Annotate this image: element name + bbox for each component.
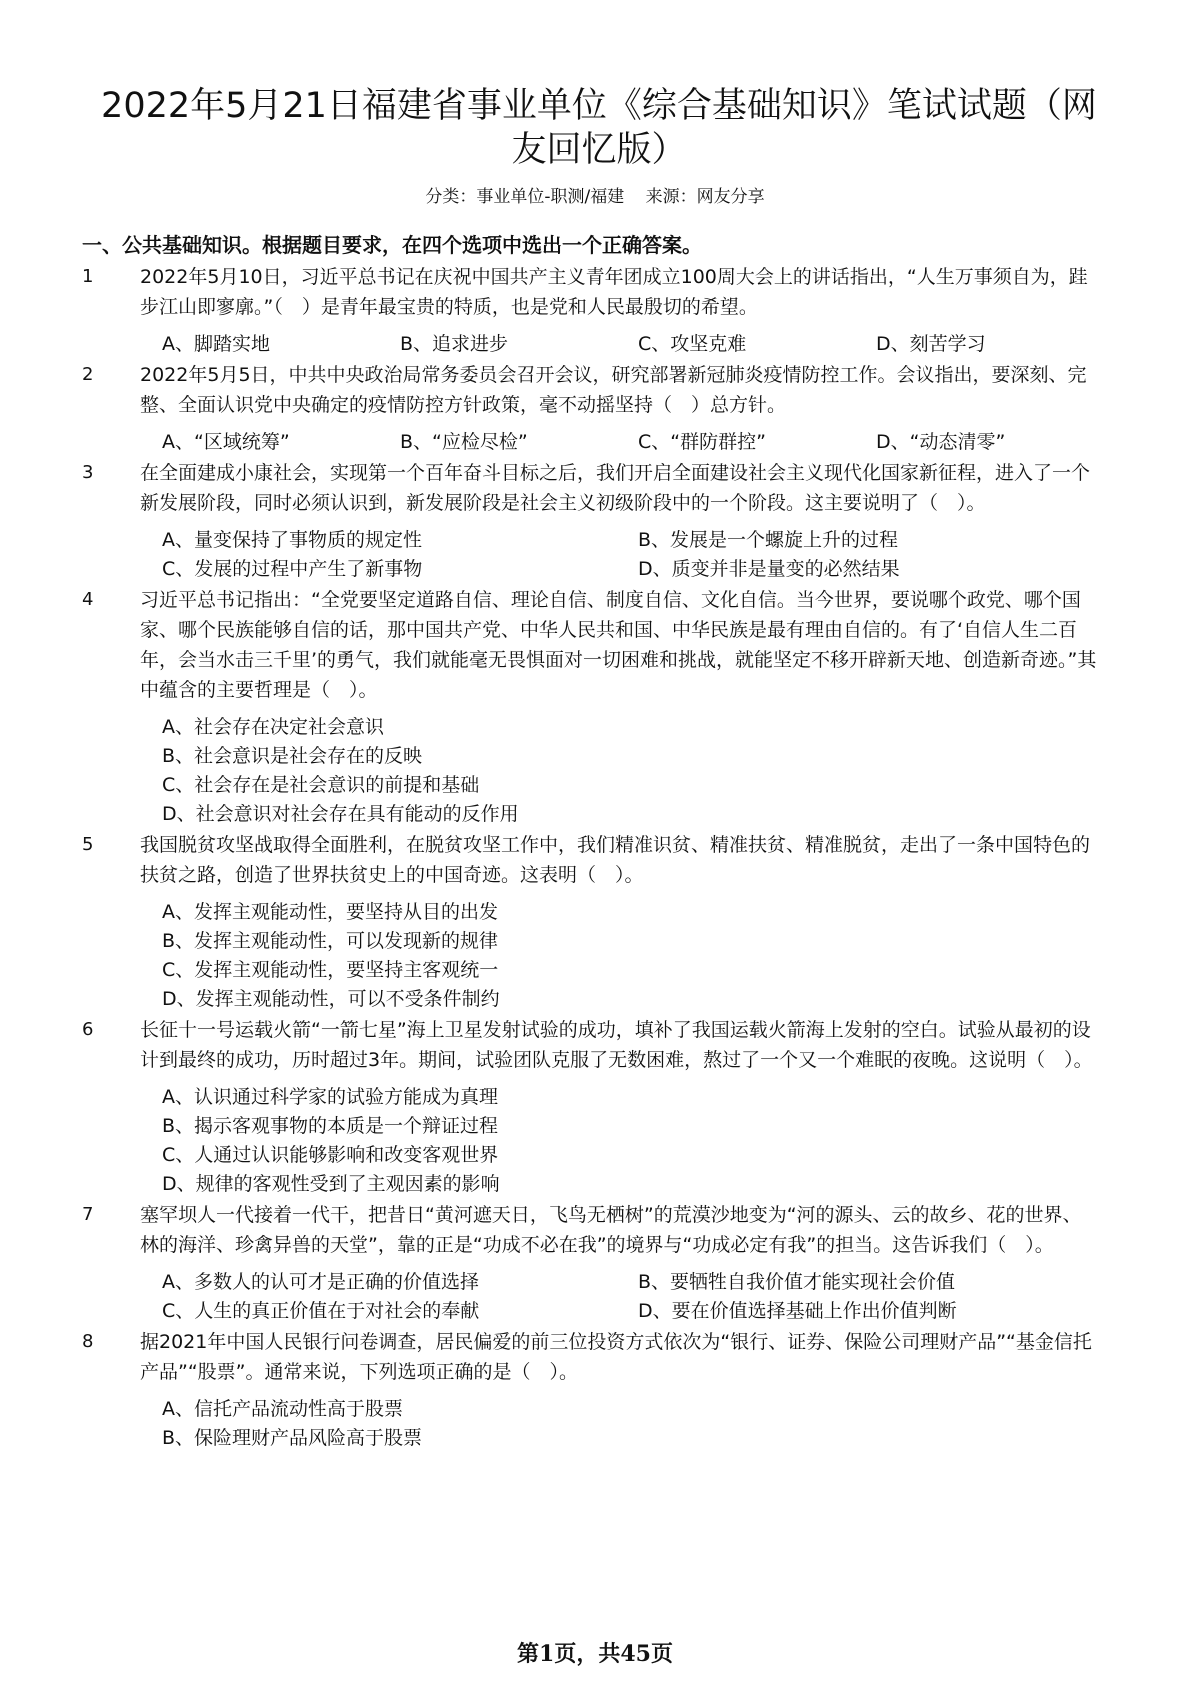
source-label: 来源：网友分享	[645, 187, 765, 207]
answer-option: A、社会存在决定社会意识	[162, 716, 384, 738]
question-item	[82, 585, 1122, 829]
question-number: 4	[82, 589, 94, 610]
option-group	[162, 526, 1122, 584]
answer-option: A、认识通过科学家的试验方能成为真理	[162, 1086, 498, 1108]
option-group	[162, 1395, 1122, 1453]
answer-option: B、社会意识是社会存在的反映	[162, 745, 423, 767]
answer-option: A、信托产品流动性高于股票	[162, 1398, 403, 1420]
document-title: 2022年5月21日福建省事业单位《综合基础知识》笔试试题（网友回忆版）	[101, 86, 1097, 170]
question-stem: 据2021年中国人民银行问卷调查，居民偏爱的前三位投资方式依次为“银行、证券、保险公司理财产品”“基金信托产品”“股票”。通常来说，下列选项正确的是（ ）。	[140, 1331, 1092, 1383]
question-number: 6	[82, 1019, 94, 1040]
answer-option: C、“群防群控”	[638, 431, 766, 453]
question-list	[82, 262, 1122, 1454]
answer-option: D、社会意识对社会存在具有能动的反作用	[162, 803, 519, 825]
question-stem: 长征十一号运载火箭“一箭七星”海上卫星发射试验的成功，填补了我国运载火箭海上发射的空白。试验从最初的设计到最终的成功，历时超过3年。期间，试验团队克服了无数困难，熬过了一个又一个难眠的夜晚。这说明（ ）。	[140, 1019, 1093, 1071]
section-heading: 一、公共基础知识。根据题目要求，在四个选项中选出一个正确答案。	[82, 233, 702, 257]
question-number: 7	[82, 1204, 94, 1225]
question-number: 5	[82, 834, 94, 855]
answer-option: C、人生的真正价值在于对社会的奉献	[162, 1300, 480, 1322]
answer-option: B、“应检尽检”	[400, 431, 528, 453]
answer-option: A、发挥主观能动性，要坚持从目的出发	[162, 901, 498, 923]
question-item	[82, 830, 1122, 1014]
answer-option: B、揭示客观事物的本质是一个辩证过程	[162, 1115, 499, 1137]
answer-option: C、社会存在是社会意识的前提和基础	[162, 774, 480, 796]
answer-option: D、要在价值选择基础上作出价值判断	[638, 1300, 957, 1322]
question-item	[82, 1015, 1122, 1199]
question-stem: 在全面建成小康社会，实现第一个百年奋斗目标之后，我们开启全面建设社会主义现代化国家新征程，进入了一个新发展阶段，同时必须认识到，新发展阶段是社会主义初级阶段中的一个阶段。这主要说明了（ ）。	[140, 462, 1091, 514]
answer-option: D、刻苦学习	[876, 333, 986, 355]
option-group	[162, 428, 1122, 457]
option-group	[162, 898, 1122, 1014]
question-number: 3	[82, 462, 94, 483]
answer-option: D、规律的客观性受到了主观因素的影响	[162, 1173, 500, 1195]
answer-option: B、发挥主观能动性，可以发现新的规律	[162, 930, 499, 952]
question-item	[82, 1200, 1122, 1326]
answer-option: D、发挥主观能动性，可以不受条件制约	[162, 988, 500, 1010]
option-group	[162, 713, 1122, 829]
question-item	[82, 262, 1122, 359]
question-item	[82, 360, 1122, 457]
answer-option: A、脚踏实地	[162, 333, 270, 355]
answer-option: D、“动态清零”	[876, 431, 1006, 453]
answer-option: A、“区域统筹”	[162, 431, 290, 453]
question-item	[82, 458, 1122, 584]
category-label: 分类：事业单位-职测/福建	[425, 187, 625, 207]
document-meta	[0, 186, 1190, 208]
question-stem: 塞罕坝人一代接着一代干，把昔日“黄河遮天日，飞鸟无栖树”的荒漠沙地变为“河的源头、云的故乡、花的世界、林的海洋、珍禽异兽的天堂”，靠的正是“功成不必在我”的境界与“功成必定有我”的担当。这告诉我们（ ）。	[140, 1204, 1082, 1256]
question-stem: 2022年5月10日，习近平总书记在庆祝中国共产主义青年团成立100周大会上的讲话指出，“人生万事须自为，跬步江山即寥廓。”（ ）是青年最宝贵的特质，也是党和人民最殷切的希望。	[140, 266, 1088, 318]
answer-option: C、发展的过程中产生了新事物	[162, 558, 423, 580]
page-footer: 第1页，共45页	[517, 1641, 673, 1667]
answer-option: B、追求进步	[400, 333, 509, 355]
question-number: 8	[82, 1331, 94, 1352]
question-stem: 我国脱贫攻坚战取得全面胜利，在脱贫攻坚工作中，我们精准识贫、精准扶贫、精准脱贫，走出了一条中国特色的扶贫之路，创造了世界扶贫史上的中国奇迹。这表明（ ）。	[140, 834, 1091, 886]
answer-option: C、发挥主观能动性，要坚持主客观统一	[162, 959, 499, 981]
question-item	[82, 1327, 1122, 1453]
question-stem: 2022年5月5日，中共中央政治局常务委员会召开会议，研究部署新冠肺炎疫情防控工作。会议指出，要深刻、完整、全面认识党中央确定的疫情防控方针政策，毫不动摇坚持（ ）总方针。	[140, 364, 1087, 416]
answer-option: A、量变保持了事物质的规定性	[162, 529, 422, 551]
answer-option: C、攻坚克难	[638, 333, 747, 355]
answer-option: A、多数人的认可才是正确的价值选择	[162, 1271, 479, 1293]
question-number: 2	[82, 364, 94, 385]
option-group	[162, 1083, 1122, 1199]
answer-option: B、发展是一个螺旋上升的过程	[638, 529, 899, 551]
question-number: 1	[82, 266, 94, 287]
option-group	[162, 1268, 1122, 1326]
answer-option: D、质变并非是量变的必然结果	[638, 558, 900, 580]
answer-option: B、保险理财产品风险高于股票	[162, 1427, 423, 1449]
option-group	[162, 330, 1122, 359]
answer-option: C、人通过认识能够影响和改变客观世界	[162, 1144, 499, 1166]
answer-option: B、要牺牲自我价值才能实现社会价值	[638, 1271, 956, 1293]
question-stem: 习近平总书记指出：“全党要坚定道路自信、理论自信、制度自信、文化自信。当今世界，要说哪个政党、哪个国家、哪个民族能够自信的话，那中国共产党、中华人民共和国、中华民族是最有理由自信的。有了‘自信人生二百年，会当水击三千里’的勇气，我们就能毫无畏惧面对一切困难和挑战，就能坚定不移开辟新天地、创造新奇迹。”其中蕴含的主要哲理是（ ）。	[140, 589, 1097, 701]
